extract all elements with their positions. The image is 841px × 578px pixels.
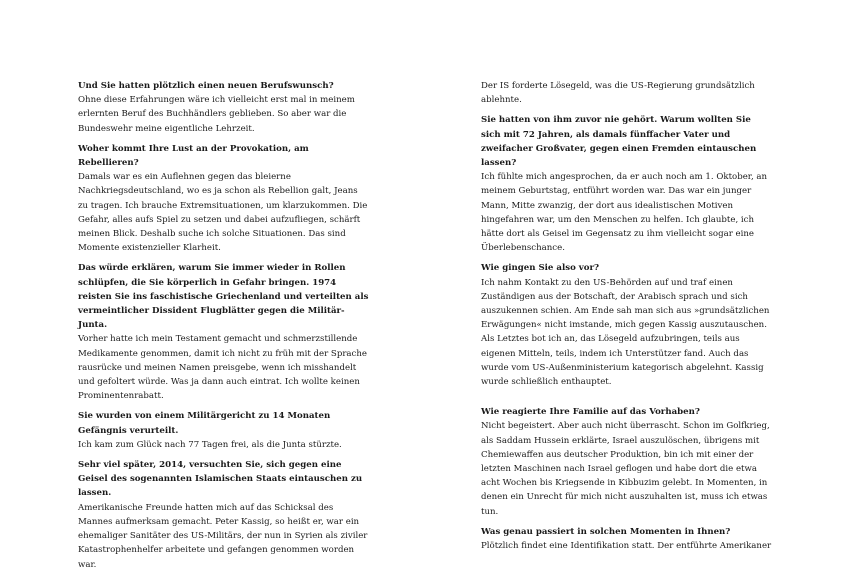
interview-question: Und Sie hatten plötzlich einen neuen Berufswunsch? <box>78 81 334 91</box>
interview-answer: Ohne diese Erfahrungen wäre ich vielleicht erst mal in meinem erlernten Beruf des Buchhändlers geblieben. So aber war die Bundeswehr meine eigentliche Lehrzeit. <box>78 95 355 134</box>
qa-block <box>78 79 370 136</box>
interview-question: Was genau passiert in solchen Momenten in Ihnen? <box>481 526 731 537</box>
section-gap <box>481 395 773 405</box>
interview-question: Wie reagierte Ihre Familie auf das Vorhaben? <box>481 407 700 418</box>
qa-block <box>78 142 370 256</box>
interview-answer: Amerikanische Freunde hatten mich auf das Schicksal des Mannes aufmerksam gemacht. Peter Kassig, so heißt er, war ein ehemaliger Sanitäter des US-Militärs, der nun in Syrien als ziviler Katastrophenhelfer arbeitete und gefangen genommen worden war. <box>78 502 368 570</box>
interview-question: Wie gingen Sie also vor? <box>481 263 600 274</box>
qa-block <box>481 405 773 519</box>
left-column <box>78 79 370 578</box>
interview-answer: Vorher hatte ich mein Testament gemacht und schmerzstillende Medikamente genommen, damit ich nicht zu früh mit der Sprache rausrücke und meinen Namen preisgebe, wenn ich misshandelt und gefoltert würde. Was ja dann auch eintrat. Ich wollte keinen Prominentenrabatt. <box>78 334 367 402</box>
qa-block <box>481 113 773 255</box>
qa-block <box>78 458 370 572</box>
qa-block <box>78 261 370 403</box>
qa-block <box>481 525 773 553</box>
interview-answer: Nicht begeistert. Aber auch nicht überrascht. Schon im Golfkrieg, als Saddam Hussein erklärte, Israel auszulöschen, übrigens mit Chemiewaffen aus deutscher Produktion, bin ich mit einer der letzten Maschinen nach Israel geflogen und habe dort die etwa acht Wochen bis Kriegsende in Kibbuzim gelebt. In Momenten, in denen ein Unrecht für mich nicht auszuhalten ist, muss ich etwas tun. <box>481 421 770 517</box>
interview-answer: Plötzlich findet eine Identifikation statt. Der entführte Amerikaner <box>481 541 772 552</box>
interview-answer: Damals war es ein Auflehnen gegen das bleierne Nachkriegsdeutschland, wo es ja schon als Rebellion galt, Jeans zu tragen. Ich brauche Extremsituationen, um klarzukommen. Die Gefahr, alles aufs Spiel zu setzen und dabei aufzufliegen, schärft meinen Blick. Deshalb suche ich solche Situationen. Das sind Momente existenzieller Klarheit. <box>78 172 368 254</box>
interview-answer: Ich fühlte mich angesprochen, da er auch noch am 1. Oktober, an meinem Geburtstag, entführt worden war. Das war ein junger Mann, Mitte zwanzig, der dort aus idealistischen Motiven hingefahren war, um den Menschen zu helfen. Ich glaubte, ich hätte dort als Geisel im Gegensatz zu ihm vielleicht sogar eine Überlebenschance. <box>481 172 768 254</box>
interview-question: Woher kommt Ihre Lust an der Provokation, am Rebellieren? <box>78 143 309 169</box>
interview-question: Sie wurden von einem Militärgericht zu 14 Monaten Gefängnis verurteilt. <box>78 411 331 436</box>
interview-question: Sehr viel später, 2014, versuchten Sie, sich gegen eine Geisel des sogenannten Islamischen Staats eintauschen zu lassen. <box>78 460 363 499</box>
qa-block <box>481 261 773 389</box>
interview-answer: Ich kam zum Glück nach 77 Tagen frei, als die Junta stürzte. <box>78 439 342 450</box>
right-column <box>481 79 773 559</box>
qa-block <box>78 409 370 452</box>
interview-answer: Ich nahm Kontakt zu den US-Behörden auf und traf einen Zuständigen aus der Botschaft, der Arabisch sprach und sich auszukennen schien. Am Ende sah man sich aus »grundsätzlichen Erwägungen« nicht imstande, mich gegen Kassig auszutauschen. Als Letztes bot ich an, das Lösegeld aufzubringen, teils aus eigenen Mitteln, teils, indem ich Unterstützer fand. Auch das wurde vom US-Außenministerium kategorisch abgelehnt. Kassig wurde schließlich enthauptet. <box>481 277 770 388</box>
interview-answer: Der IS forderte Lösegeld, was die US-Regierung grundsätzlich ablehnte. <box>481 81 755 106</box>
interview-question: Das würde erklären, warum Sie immer wieder in Rollen schlüpfen, die Sie körperlich in Gefahr bringen. 1974 reisten Sie ins faschistische Griechenland und verteilten als vermeintlicher Dissident Flugblätter gegen die Militär-Junta. <box>78 263 369 331</box>
qa-block <box>481 79 773 107</box>
interview-question: Sie hatten von ihm zuvor nie gehört. Warum wollten Sie sich mit 72 Jahren, als damals fünffacher Vater und zweifacher Großvater, gegen einen Fremden eintauschen lassen? <box>481 115 757 169</box>
